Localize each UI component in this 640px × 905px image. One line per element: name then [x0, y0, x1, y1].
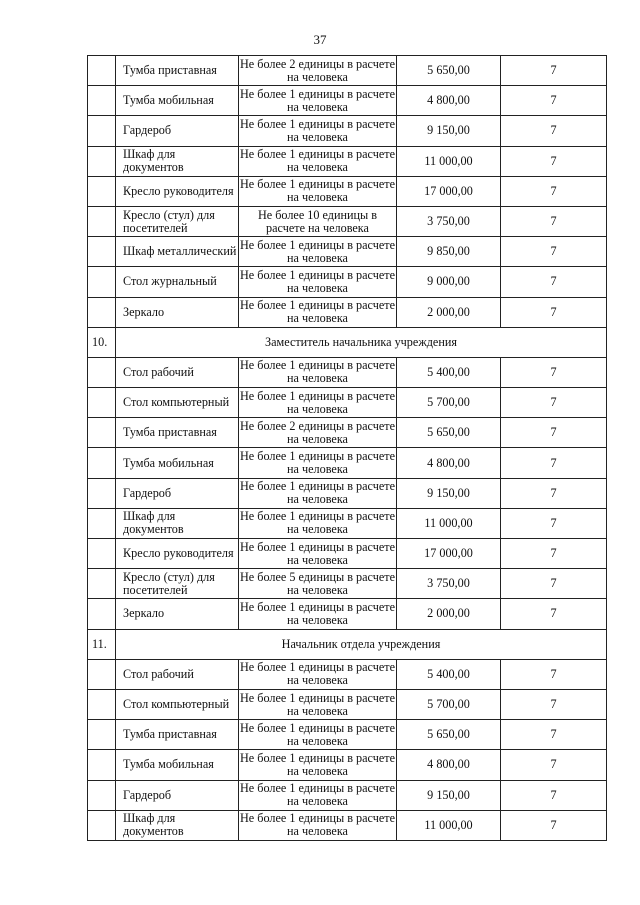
item-price: 3 750,00 — [397, 206, 501, 236]
row-number-cell — [88, 689, 116, 719]
row-number-cell — [88, 418, 116, 448]
table-row — [88, 780, 607, 810]
item-norm: Не более 1 единицы в расчете на человека — [239, 237, 397, 267]
item-name: Стол рабочий — [116, 357, 239, 387]
item-price: 9 850,00 — [397, 237, 501, 267]
item-service-years: 7 — [501, 86, 607, 116]
item-name: Тумба приставная — [116, 56, 239, 86]
row-number-cell — [88, 388, 116, 418]
item-name: Кресло (стул) для посетителей — [116, 206, 239, 236]
row-number-cell — [88, 780, 116, 810]
table-row — [88, 689, 607, 719]
table-row — [88, 176, 607, 206]
table-row — [88, 86, 607, 116]
table-row — [88, 659, 607, 689]
item-price: 2 000,00 — [397, 599, 501, 629]
item-service-years: 7 — [501, 176, 607, 206]
table-row — [88, 388, 607, 418]
row-number-cell — [88, 297, 116, 327]
item-norm: Не более 1 единицы в расчете на человека — [239, 176, 397, 206]
item-name: Кресло руководителя — [116, 539, 239, 569]
item-price: 2 000,00 — [397, 297, 501, 327]
item-name: Зеркало — [116, 297, 239, 327]
item-service-years: 7 — [501, 418, 607, 448]
row-number-cell — [88, 56, 116, 86]
item-service-years: 7 — [501, 720, 607, 750]
table-row — [88, 116, 607, 146]
row-number-cell — [88, 448, 116, 478]
table-row — [88, 539, 607, 569]
item-price: 4 800,00 — [397, 750, 501, 780]
item-norm: Не более 2 единицы в расчете на человека — [239, 418, 397, 448]
section-header-row — [88, 629, 607, 659]
row-number-cell — [88, 659, 116, 689]
section-title: Заместитель начальника учреждения — [116, 327, 607, 357]
item-norm: Не более 1 единицы в расчете на человека — [239, 720, 397, 750]
row-number-cell — [88, 569, 116, 599]
item-norm: Не более 2 единицы в расчете на человека — [239, 56, 397, 86]
item-name: Кресло руководителя — [116, 176, 239, 206]
table-row — [88, 508, 607, 538]
item-price: 17 000,00 — [397, 539, 501, 569]
item-price: 17 000,00 — [397, 176, 501, 206]
item-name: Стол компьютерный — [116, 689, 239, 719]
table-row — [88, 720, 607, 750]
item-norm: Не более 1 единицы в расчете на человека — [239, 750, 397, 780]
item-price: 9 150,00 — [397, 116, 501, 146]
item-price: 9 150,00 — [397, 478, 501, 508]
item-price: 5 400,00 — [397, 659, 501, 689]
item-service-years: 7 — [501, 810, 607, 840]
item-service-years: 7 — [501, 267, 607, 297]
item-norm: Не более 1 единицы в расчете на человека — [239, 539, 397, 569]
item-price: 4 800,00 — [397, 448, 501, 478]
row-number-cell — [88, 86, 116, 116]
item-price: 9 000,00 — [397, 267, 501, 297]
table-row — [88, 56, 607, 86]
item-service-years: 7 — [501, 146, 607, 176]
row-number-cell — [88, 176, 116, 206]
item-name: Стол журнальный — [116, 267, 239, 297]
row-number-cell — [88, 267, 116, 297]
item-name: Тумба приставная — [116, 418, 239, 448]
item-name: Стол компьютерный — [116, 388, 239, 418]
item-price: 11 000,00 — [397, 508, 501, 538]
item-norm: Не более 5 единицы в расчете на человека — [239, 569, 397, 599]
item-service-years: 7 — [501, 780, 607, 810]
item-name: Шкаф для документов — [116, 146, 239, 176]
item-norm: Не более 1 единицы в расчете на человека — [239, 810, 397, 840]
item-service-years: 7 — [501, 569, 607, 599]
item-service-years: 7 — [501, 388, 607, 418]
item-price: 3 750,00 — [397, 569, 501, 599]
item-service-years: 7 — [501, 56, 607, 86]
item-service-years: 7 — [501, 689, 607, 719]
table-row — [88, 357, 607, 387]
item-service-years: 7 — [501, 357, 607, 387]
item-norm: Не более 1 единицы в расчете на человека — [239, 508, 397, 538]
item-name: Тумба мобильная — [116, 448, 239, 478]
table-row — [88, 810, 607, 840]
row-number-cell — [88, 237, 116, 267]
item-name: Тумба мобильная — [116, 86, 239, 116]
item-norm: Не более 1 единицы в расчете на человека — [239, 599, 397, 629]
item-norm: Не более 1 единицы в расчете на человека — [239, 659, 397, 689]
table-row — [88, 599, 607, 629]
item-service-years: 7 — [501, 297, 607, 327]
table-row — [88, 206, 607, 236]
item-norm: Не более 1 единицы в расчете на человека — [239, 478, 397, 508]
item-norm: Не более 10 единицы в расчете на человека — [239, 206, 397, 236]
row-number-cell — [88, 810, 116, 840]
item-name: Кресло (стул) для посетителей — [116, 569, 239, 599]
item-price: 5 650,00 — [397, 720, 501, 750]
section-number: 11. — [88, 629, 116, 659]
item-service-years: 7 — [501, 599, 607, 629]
row-number-cell — [88, 478, 116, 508]
furniture-norms-table — [87, 55, 607, 841]
item-name: Зеркало — [116, 599, 239, 629]
item-price: 4 800,00 — [397, 86, 501, 116]
item-service-years: 7 — [501, 750, 607, 780]
row-number-cell — [88, 720, 116, 750]
section-number: 10. — [88, 327, 116, 357]
item-name: Гардероб — [116, 478, 239, 508]
item-service-years: 7 — [501, 237, 607, 267]
item-name: Гардероб — [116, 116, 239, 146]
item-service-years: 7 — [501, 539, 607, 569]
item-price: 11 000,00 — [397, 810, 501, 840]
table-row — [88, 569, 607, 599]
row-number-cell — [88, 508, 116, 538]
table-body — [88, 56, 607, 841]
item-norm: Не более 1 единицы в расчете на человека — [239, 448, 397, 478]
item-norm: Не более 1 единицы в расчете на человека — [239, 116, 397, 146]
item-name: Шкаф для документов — [116, 508, 239, 538]
item-norm: Не более 1 единицы в расчете на человека — [239, 780, 397, 810]
item-norm: Не более 1 единицы в расчете на человека — [239, 146, 397, 176]
item-norm: Не более 1 единицы в расчете на человека — [239, 388, 397, 418]
row-number-cell — [88, 750, 116, 780]
item-norm: Не более 1 единицы в расчете на человека — [239, 689, 397, 719]
item-name: Шкаф для документов — [116, 810, 239, 840]
page-number: 37 — [313, 32, 327, 47]
row-number-cell — [88, 146, 116, 176]
table-row — [88, 418, 607, 448]
row-number-cell — [88, 539, 116, 569]
row-number-cell — [88, 599, 116, 629]
item-service-years: 7 — [501, 508, 607, 538]
item-service-years: 7 — [501, 478, 607, 508]
item-price: 5 700,00 — [397, 689, 501, 719]
item-norm: Не более 1 единицы в расчете на человека — [239, 357, 397, 387]
item-norm: Не более 1 единицы в расчете на человека — [239, 267, 397, 297]
table-row — [88, 297, 607, 327]
item-price: 11 000,00 — [397, 146, 501, 176]
item-service-years: 7 — [501, 659, 607, 689]
item-name: Стол рабочий — [116, 659, 239, 689]
table-row — [88, 478, 607, 508]
table-row — [88, 448, 607, 478]
item-service-years: 7 — [501, 206, 607, 236]
table-row — [88, 146, 607, 176]
item-service-years: 7 — [501, 448, 607, 478]
item-name: Гардероб — [116, 780, 239, 810]
item-price: 9 150,00 — [397, 780, 501, 810]
table-row — [88, 267, 607, 297]
item-name: Тумба приставная — [116, 720, 239, 750]
table-row — [88, 237, 607, 267]
item-price: 5 650,00 — [397, 56, 501, 86]
item-service-years: 7 — [501, 116, 607, 146]
table-row — [88, 750, 607, 780]
section-header-row — [88, 327, 607, 357]
item-price: 5 650,00 — [397, 418, 501, 448]
item-price: 5 400,00 — [397, 357, 501, 387]
item-norm: Не более 1 единицы в расчете на человека — [239, 297, 397, 327]
section-title: Начальник отдела учреждения — [116, 629, 607, 659]
row-number-cell — [88, 357, 116, 387]
item-name: Тумба мобильная — [116, 750, 239, 780]
item-name: Шкаф металлический — [116, 237, 239, 267]
item-norm: Не более 1 единицы в расчете на человека — [239, 86, 397, 116]
row-number-cell — [88, 206, 116, 236]
item-price: 5 700,00 — [397, 388, 501, 418]
row-number-cell — [88, 116, 116, 146]
